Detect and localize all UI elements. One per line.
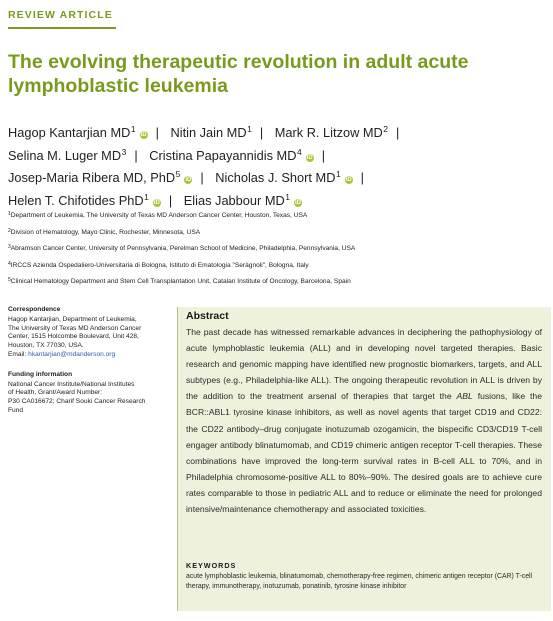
- affiliation-text: Abramson Cancer Center, University of Pennsylvania, Perelman School of Medicine, Philadelphia, Pennsylvania, USA: [10, 245, 356, 252]
- article-title: The evolving therapeutic revolution in adult acute lymphoblastic leukemia: [8, 51, 469, 97]
- author-affiliation-mark: 4: [296, 146, 302, 157]
- correspondence-line: Center, 1515 Holcombe Boulevard, Unit 428,: [8, 333, 139, 341]
- abstract-gene-name: ABL: [456, 391, 473, 402]
- funding-line: Fund: [8, 406, 24, 414]
- email-link[interactable]: hkantarjian@mdanderson.org: [28, 350, 116, 358]
- author-separator: |: [321, 147, 326, 163]
- author-affiliation-mark: 1: [335, 169, 341, 179]
- funding-line: National Cancer Institute/National Institutes: [8, 380, 135, 388]
- author-name: Cristina Papayannidis MD: [149, 147, 297, 163]
- author-name: Josep-Maria Ribera MD, PhD: [8, 170, 176, 185]
- funding-heading: Funding information: [8, 370, 73, 378]
- author-affiliation-mark: 5: [175, 169, 181, 179]
- author-4[interactable]: [8, 148, 126, 163]
- section-rule: [8, 27, 116, 29]
- affiliation-item: [8, 207, 548, 224]
- author-name: Elias Jabbour MD: [183, 192, 285, 208]
- author-name: Mark R. Litzow MD: [274, 125, 383, 140]
- author-3[interactable]: [275, 125, 388, 140]
- abstract-text: [186, 324, 542, 517]
- affiliation-text: IRCCS Azienda Ospedaliero-Universitaria di Bologna, Istituto di Ematologia "Seràgnoli", Bologna, Italy: [10, 261, 309, 269]
- author-separator: |: [200, 170, 204, 185]
- author-affiliation-mark: 2: [383, 124, 389, 134]
- side-column: [8, 306, 168, 416]
- funding-line: P30 CA016672; Charif Souki Cancer Research: [8, 398, 146, 406]
- author-list: [8, 120, 548, 210]
- author-8[interactable]: [8, 193, 161, 208]
- abstract-heading: Abstract: [186, 310, 229, 322]
- author-name: Hagop Kantarjian MD: [8, 125, 131, 140]
- author-1[interactable]: [8, 125, 148, 140]
- author-9[interactable]: [184, 193, 302, 208]
- author-separator: |: [168, 192, 173, 208]
- affiliation-number: 4: [8, 260, 11, 267]
- affiliation-number: 3: [8, 244, 11, 250]
- affiliation-text: Clinical Hematology Department and Stem Cell Transplantation Unit, Catalan Institute of Oncology, Barcelona, Spain: [10, 278, 351, 285]
- correspondence-heading: Correspondence: [8, 306, 61, 313]
- abstract-part-1: The past decade has witnessed remarkable advances in deciphering the pathophysiology of acute lymphoblastic leukemia (ALL) and in developing novel targeted therapies. Basic research and genomic mapping have identified new prognostic biomarkers, targets, and ALL subtypes (e.g., Philadelphia-like ALL). The ongoing therapeutic revolution in ALL is driven by the addition to the treatment arsenal of therapies that target the: [186, 327, 542, 402]
- affiliation-list: [8, 207, 548, 290]
- author-separator: |: [396, 125, 400, 140]
- abstract-box: [177, 307, 551, 611]
- author-affiliation-mark: 1: [285, 191, 290, 202]
- author-affiliation-mark: 1: [144, 191, 149, 202]
- orcid-icon[interactable]: iD: [306, 154, 313, 161]
- affiliation-item: [8, 257, 548, 274]
- keywords-text: acute lymphoblastic leukemia, blinatumomab, chemotherapy-free regimen, chimeric antigen receptor (CAR) T-cell therapy, immunotherapy, inotuzumab, ponatinib, tyrosine kinase inhibitor: [186, 573, 533, 590]
- funding-line: of Health, Grant/Award Number:: [8, 389, 103, 397]
- author-affiliation-mark: 1: [130, 124, 136, 134]
- author-name: Nicholas J. Short MD: [215, 170, 336, 185]
- correspondence-line: Hagop Kantarjian, Department of Leukemia,: [8, 315, 137, 323]
- affiliation-item: [8, 273, 548, 290]
- author-affiliation-mark: 1: [247, 124, 252, 134]
- author-2[interactable]: [170, 125, 251, 140]
- author-separator: |: [134, 147, 138, 163]
- orcid-icon[interactable]: iD: [140, 132, 147, 138]
- orcid-icon[interactable]: iD: [185, 177, 192, 183]
- author-name: Helen T. Chifotides PhD: [8, 192, 144, 208]
- author-name: Nitin Jain MD: [170, 125, 247, 140]
- author-affiliation-mark: 3: [121, 146, 127, 157]
- affiliation-item: [8, 240, 548, 257]
- affiliation-text: Department of Leukemia, The University of Texas MD Anderson Cancer Center, Houston, Texas, USA: [10, 212, 308, 219]
- author-6[interactable]: [8, 170, 192, 185]
- affiliation-item: [8, 224, 548, 241]
- keywords-heading: KEYWORDS: [186, 561, 237, 570]
- section-label: REVIEW ARTICLE: [8, 9, 113, 21]
- author-name: Selina M. Luger MD: [8, 147, 122, 163]
- affiliation-number: 5: [8, 277, 11, 283]
- author-5[interactable]: [149, 148, 313, 163]
- author-7[interactable]: [215, 170, 352, 185]
- affiliation-number: 1: [8, 211, 11, 217]
- correspondence-email-row: [8, 351, 168, 360]
- affiliation-text: Division of Hematology, Mayo Clinic, Rochester, Minnesota, USA: [10, 228, 201, 236]
- affiliation-number: 2: [8, 227, 11, 234]
- author-separator: |: [155, 125, 159, 140]
- abstract-part-2: fusions, like the BCR::ABL1 tyrosine kinase inhibitors, as well as novel agents that target CD19 and CD22: the CD22 antibody–drug conjugate inotuzumab ozogamicin, the bispecific CD3/CD19 T-cell engager antibody blinatumomab, and CD19 chimeric antigen receptor T-cell therapies. These combinations have improved the long-term survival rates in B-cell ALL to 70%, and in Philadelphia chromosome-positive ALL to 80%–90%. The desired goals are to achieve cure rates comparable to those in pediatric ALL and to reduce or eliminate the need for prolonged intensive/maintenance chemotherapy and associated toxicities.: [186, 391, 542, 515]
- orcid-icon[interactable]: iD: [153, 199, 160, 206]
- correspondence-line: The University of Texas MD Anderson Cancer: [8, 324, 142, 332]
- author-separator: |: [259, 125, 264, 140]
- orcid-icon[interactable]: iD: [294, 199, 301, 206]
- orcid-icon[interactable]: iD: [345, 177, 352, 183]
- correspondence-line: Houston, TX 77030, USA.: [8, 342, 84, 350]
- email-label: Email:: [8, 350, 27, 358]
- author-separator: |: [360, 170, 364, 185]
